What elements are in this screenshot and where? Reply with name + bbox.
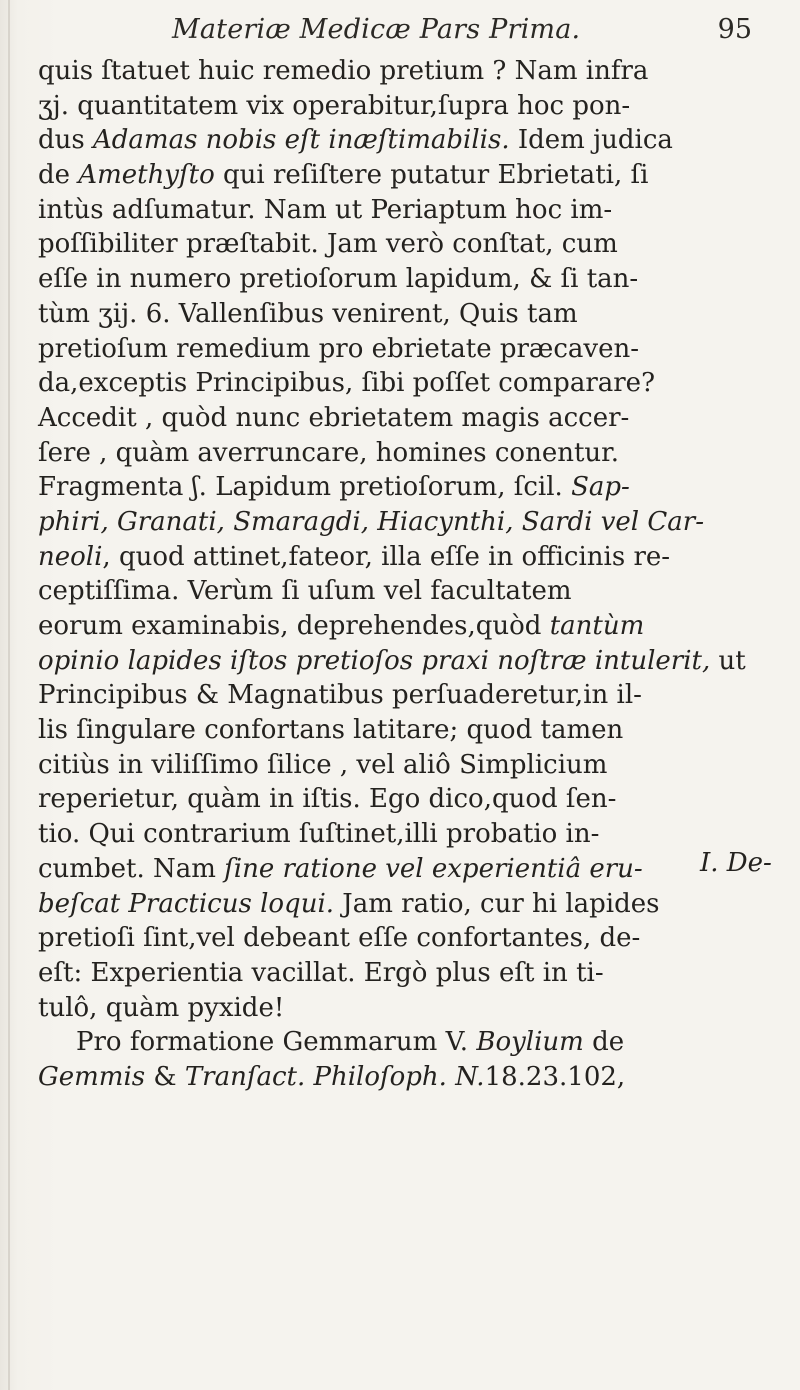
roman-text: tio. Qui contrarium ſuſtinet,illi probatio in- xyxy=(38,819,600,850)
italic-text: Tranſact. Philoſoph. xyxy=(184,1061,447,1092)
roman-text xyxy=(447,1062,455,1092)
roman-text: eſſe in numero pretioſorum lapidum, & ſi tan- xyxy=(38,264,639,295)
body-text xyxy=(38,54,778,1095)
roman-text: Pro formatione Gemmarum V. xyxy=(76,1027,477,1058)
running-header xyxy=(172,14,752,54)
text-line xyxy=(38,748,778,783)
roman-text: & xyxy=(145,1061,185,1092)
text-line xyxy=(38,609,778,644)
roman-text: dus xyxy=(38,125,93,156)
text-line xyxy=(38,956,778,991)
catchword: I. De- xyxy=(700,848,772,878)
roman-text: eſt: Experientia vacillat. Ergò plus eſt in ti- xyxy=(38,957,604,988)
text-line xyxy=(38,1060,778,1095)
text-line xyxy=(38,366,778,401)
roman-text: Jam ratio, cur hi lapides xyxy=(334,888,660,919)
roman-text: lis ſingulare confortans latitare; quod tamen xyxy=(38,715,624,746)
roman-text: 18.23.102, xyxy=(484,1061,626,1092)
roman-text: ut xyxy=(710,645,746,676)
italic-text: Sap- xyxy=(571,472,630,503)
text-line xyxy=(38,1025,778,1060)
text-line xyxy=(38,644,778,679)
roman-text: Fragmenta ʃ. Lapidum pretioſorum, ſcil. xyxy=(38,472,572,503)
text-line xyxy=(38,817,778,852)
page-number: 95 xyxy=(717,14,752,45)
roman-text: ʒj. quantitatem vix operabitur,ſupra hoc pon- xyxy=(38,90,631,121)
roman-text: reperietur, quàm in iſtis. Ego dico,quod ſen- xyxy=(38,784,617,815)
text-line xyxy=(38,782,778,817)
roman-text: intùs adſumatur. Nam ut Periaptum hoc im- xyxy=(38,194,613,225)
text-line xyxy=(38,158,778,193)
roman-text: poſſibiliter præſtabit. Jam verò conſtat, cum xyxy=(38,229,618,260)
roman-text: Principibus & Magnatibus perſuaderetur,in il- xyxy=(38,680,642,711)
italic-text: ſine ratione vel experientiâ eru- xyxy=(224,853,643,884)
italic-text: Amethyſto xyxy=(78,160,215,191)
roman-text: da,exceptis Principibus, ſibi poſſet comparare? xyxy=(38,368,656,399)
text-line xyxy=(38,852,778,887)
roman-text: pretioſi ſint,vel debeant eſſe confortantes, de- xyxy=(38,923,641,954)
text-line xyxy=(38,54,778,89)
text-line xyxy=(38,678,778,713)
binding-gutter xyxy=(8,0,10,1390)
roman-text: Idem judica xyxy=(509,125,673,156)
roman-text: citiùs in viliſſimo ſilice , vel aliô Simplicium xyxy=(38,749,608,780)
italic-text: N. xyxy=(455,1061,485,1092)
roman-text: de xyxy=(38,160,79,191)
italic-text: Gemmis xyxy=(38,1061,146,1092)
text-line xyxy=(38,193,778,228)
roman-text: , quod attinet,fateor, illa eſſe in officinis re- xyxy=(102,541,671,572)
text-line xyxy=(38,436,778,471)
roman-text: de xyxy=(583,1027,625,1058)
roman-text: ſere , quàm averruncare, homines conentur. xyxy=(38,437,619,468)
text-line xyxy=(38,713,778,748)
roman-text: tulô, quàm pyxide! xyxy=(38,992,285,1023)
running-title: Materiæ Medicæ Pars Prima. xyxy=(172,14,581,45)
roman-text: cumbet. Nam xyxy=(38,853,225,884)
italic-text: Boylium xyxy=(476,1027,584,1058)
text-line xyxy=(38,227,778,262)
text-line xyxy=(38,262,778,297)
italic-text: opinio lapides iſtos pretioſos praxi noſtræ intulerit, xyxy=(38,645,711,676)
italic-text: phiri, Granati, Smaragdi, Hiacynthi, Sardi vel Car- xyxy=(38,506,704,537)
text-line xyxy=(38,887,778,922)
italic-text: beſcat Practicus loqui. xyxy=(38,888,335,919)
text-line xyxy=(38,332,778,367)
roman-text: Accedit , quòd nunc ebrietatem magis accer- xyxy=(38,402,630,433)
text-line xyxy=(38,89,778,124)
text-line xyxy=(38,991,778,1026)
roman-text: tùm ʒij. 6. Vallenſibus venirent, Quis tam xyxy=(38,298,578,329)
roman-text: quis ſtatuet huic remedio pretium ? Nam infra xyxy=(38,56,649,86)
italic-text: neoli xyxy=(38,541,103,572)
text-line xyxy=(38,470,778,505)
roman-text: ceptiſſima. Verùm ſi uſum vel facultatem xyxy=(38,576,572,607)
text-line xyxy=(38,921,778,956)
roman-text: pretioſum remedium pro ebrietate præcaven- xyxy=(38,333,640,364)
roman-text: eorum examinabis, deprehendes,quòd xyxy=(38,611,550,641)
roman-text: qui reſiſtere putatur Ebrietati, ſi xyxy=(214,160,649,191)
italic-text: Adamas nobis eſt inæſtimabilis. xyxy=(93,125,510,156)
text-line xyxy=(38,540,778,575)
text-line xyxy=(38,401,778,436)
text-line xyxy=(38,505,778,540)
text-line xyxy=(38,123,778,158)
italic-text: tantùm xyxy=(549,611,645,641)
text-line xyxy=(38,574,778,609)
text-line xyxy=(38,297,778,332)
